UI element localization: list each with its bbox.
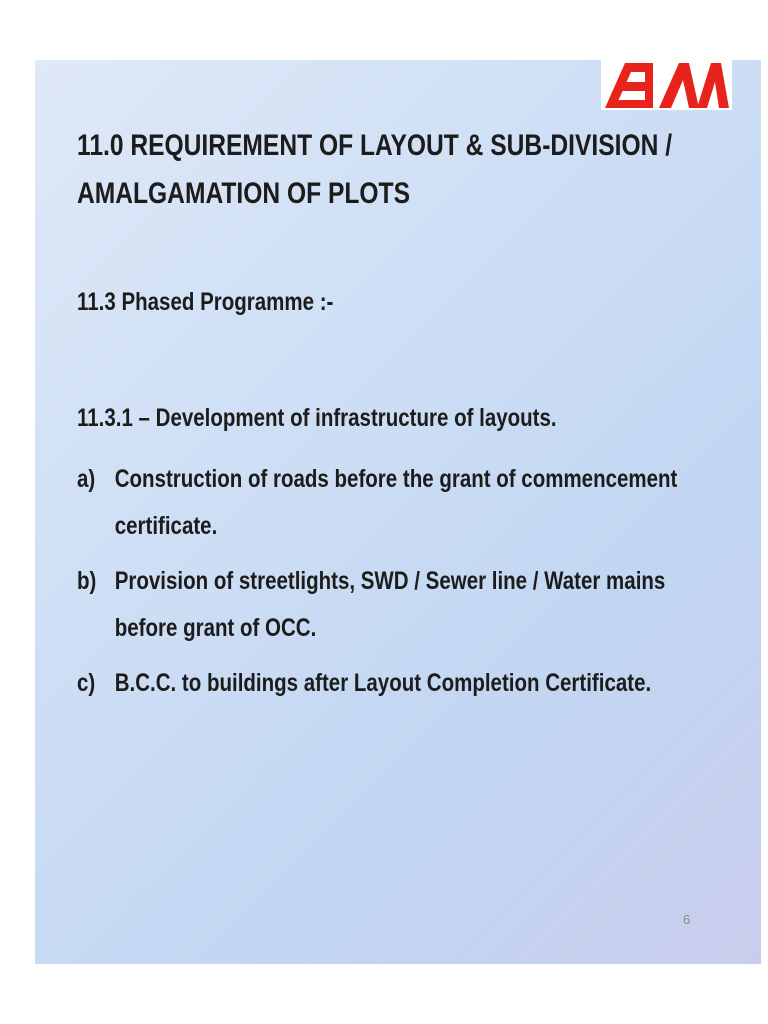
page-number: 6 (683, 912, 691, 927)
slide (35, 60, 761, 964)
organization-logo (601, 60, 732, 110)
slide-title: 11.0 REQUIREMENT OF LAYOUT & SUB-DIVISION / AMALGAMATION OF PLOTS (77, 129, 673, 210)
list-marker: c) (77, 669, 96, 697)
list-item-text: B.C.C. to buildings after Layout Completion Certificate. (114, 669, 652, 697)
subsection-heading: 11.3.1 – Development of infrastructure of layouts. (77, 404, 557, 432)
list-item (77, 456, 725, 550)
logo-icon (601, 60, 732, 110)
requirements-list (77, 456, 725, 715)
list-item-text: Construction of roads before the grant of commencement certificate. (114, 465, 678, 540)
list-marker: b) (77, 567, 97, 595)
list-marker: a) (77, 465, 96, 493)
section-heading: 11.3 Phased Programme :- (77, 288, 334, 316)
list-item (77, 558, 725, 652)
list-item (77, 660, 725, 707)
list-item-text: Provision of streetlights, SWD / Sewer line / Water mains before grant of OCC. (114, 567, 666, 642)
